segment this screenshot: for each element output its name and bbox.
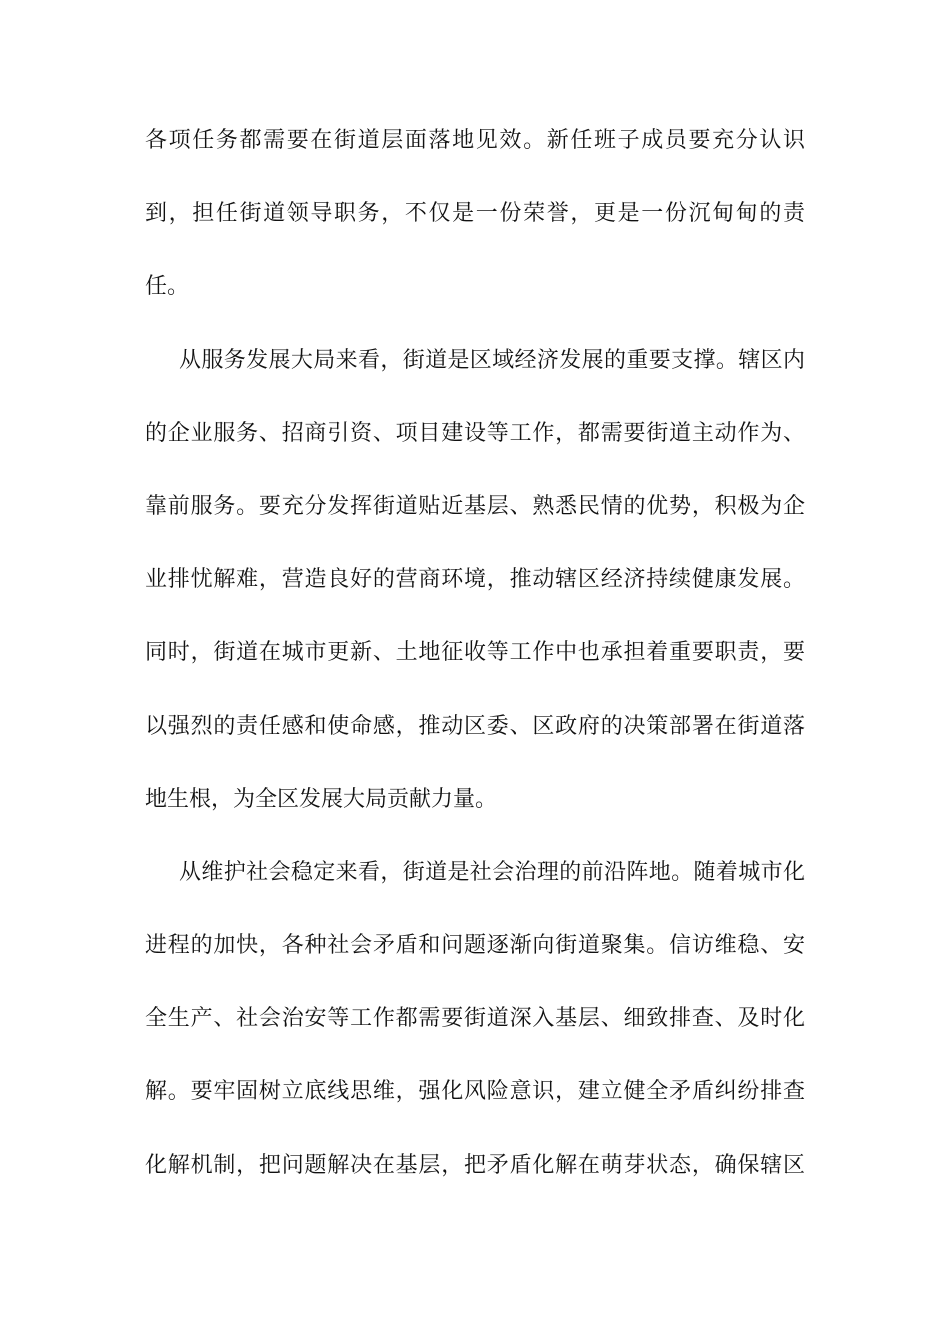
text-line: 从服务发展大局来看，街道是区域经济发展的重要支撑。辖区内 bbox=[179, 347, 805, 373]
text-line: 从维护社会稳定来看，街道是社会治理的前沿阵地。随着城市化 bbox=[179, 859, 805, 885]
text-line: 靠前服务。要充分发挥街道贴近基层、熟悉民情的优势，积极为企 bbox=[145, 493, 805, 519]
text-line: 到，担任街道领导职务，不仅是一份荣誉，更是一份沉甸甸的责 bbox=[145, 201, 805, 227]
text-line: 的企业服务、招商引资、项目建设等工作，都需要街道主动作为、 bbox=[145, 420, 805, 446]
text-line: 地生根，为全区发展大局贡献力量。 bbox=[145, 786, 498, 812]
body-text bbox=[145, 122, 805, 1220]
text-line: 全生产、社会治安等工作都需要街道深入基层、细致排查、及时化 bbox=[145, 1006, 805, 1032]
text-line: 各项任务都需要在街道层面落地见效。新任班子成员要充分认识 bbox=[145, 128, 805, 153]
text-line: 以强烈的责任感和使命感，推动区委、区政府的决策部署在街道落 bbox=[145, 713, 805, 739]
text-line: 进程的加快，各种社会矛盾和问题逐渐向街道聚集。信访维稳、安 bbox=[145, 933, 805, 959]
text-line: 同时，街道在城市更新、土地征收等工作中也承担着重要职责，要 bbox=[145, 640, 805, 666]
text-line: 解。要牢固树立底线思维，强化风险意识，建立健全矛盾纠纷排查 bbox=[145, 1079, 805, 1105]
text-line: 任。 bbox=[145, 274, 190, 300]
text-line: 化解机制，把问题解决在基层，把矛盾化解在萌芽状态，确保辖区 bbox=[145, 1152, 805, 1178]
text-line: 业排忧解难，营造良好的营商环境，推动辖区经济持续健康发展。 bbox=[145, 567, 805, 593]
